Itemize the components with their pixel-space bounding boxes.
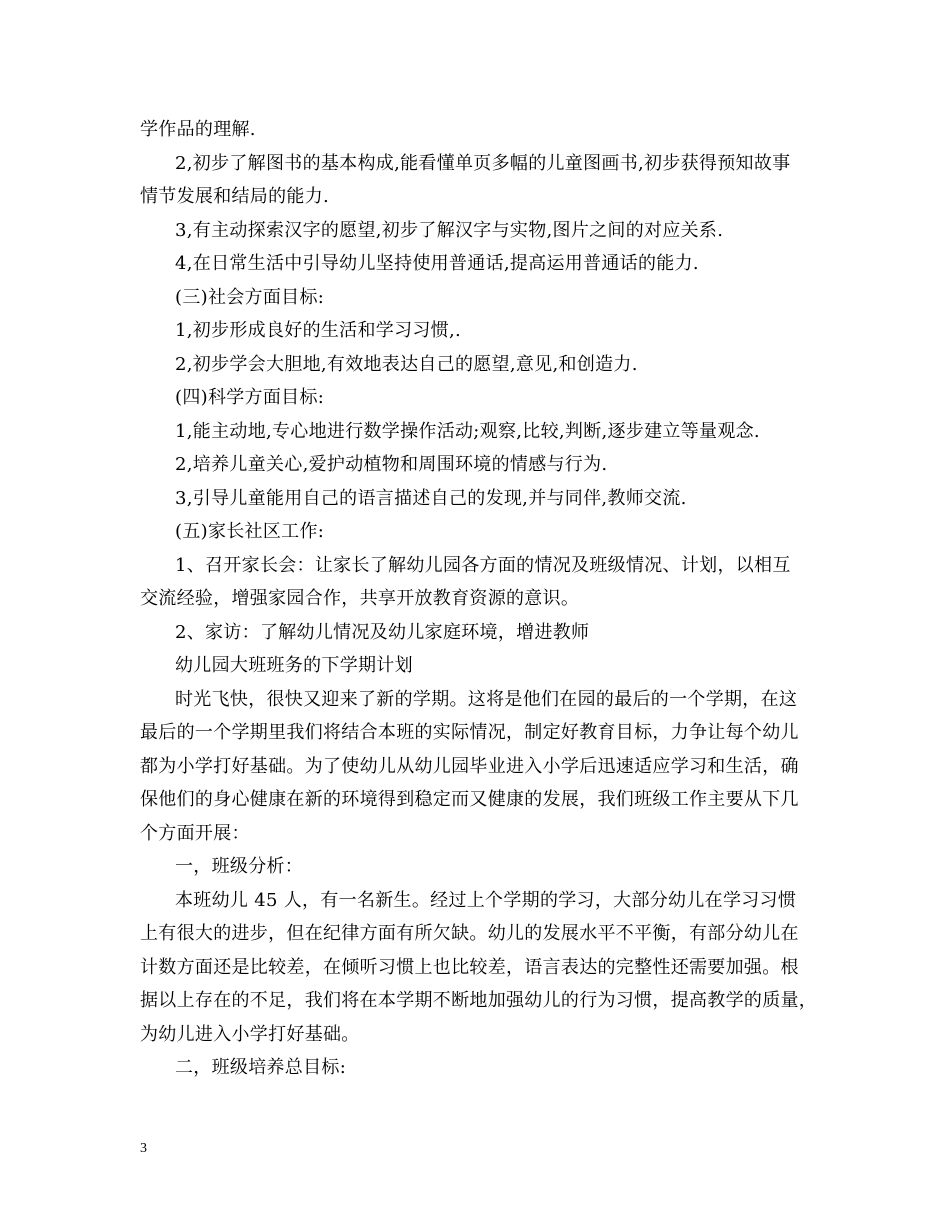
text-line: 2,初步了解图书的基本构成,能看懂单页多幅的儿童图画书,初步获得预知故事: [175, 153, 791, 174]
text-line: 上有很大的进步，但在纪律方面有所欠缺。幼儿的发展水平不平衡，有部分幼儿在: [140, 923, 799, 944]
text-line: (四)科学方面目标:: [175, 387, 325, 408]
text-line: (三)社会方面目标:: [175, 287, 325, 308]
text-line: 个方面开展：: [140, 823, 250, 844]
text-line: 都为小学打好基础。为了使幼儿从幼儿园毕业进入小学后迅速适应学习和生活，确: [140, 756, 799, 777]
text-line: 一，班级分析：: [175, 856, 304, 877]
text-line: 最后的一个学期里我们将结合本班的实际情况，制定好教育目标，力争让每个幼儿: [140, 722, 799, 743]
text-line: 1,能主动地,专心地进行数学操作活动;观察,比较,判断,逐步建立等量观念.: [175, 421, 760, 442]
text-line: 计数方面还是比较差，在倾听习惯上也比较差，语言表达的完整性还需要加强。根: [140, 957, 799, 978]
text-line: 本班幼儿 45 人，有一名新生。经过上个学期的学习，大部分幼儿在学习习惯: [175, 890, 797, 911]
text-line: (五)家长社区工作:: [175, 521, 325, 542]
text-line: 2、家访：了解幼儿情况及幼儿家庭环境，增进教师: [175, 622, 590, 643]
text-line: 2,初步学会大胆地,有效地表达自己的愿望,意见,和创造力.: [175, 354, 638, 375]
text-line: 幼儿园大班班务的下学期计划: [175, 655, 413, 676]
text-line: 4,在日常生活中引导幼儿坚持使用普通话,提高运用普通话的能力.: [175, 253, 699, 274]
text-line: 1,初步形成良好的生活和学习习惯,.: [175, 320, 462, 341]
page-number: 3: [140, 1141, 147, 1156]
text-line: 二，班级培养总目标:: [175, 1057, 347, 1078]
text-line: 3,引导儿童能用自己的语言描述自己的发现,并与同伴,教师交流.: [175, 488, 687, 509]
text-line: 交流经验，增强家园合作，共享开放教育资源的意识。: [140, 588, 580, 609]
text-line: 保他们的身心健康在新的环境得到稳定而又健康的发展，我们班级工作主要从下几: [140, 789, 799, 810]
text-line: 情节发展和结局的能力.: [140, 186, 330, 207]
text-line: 据以上存在的不足，我们将在本学期不断地加强幼儿的行为习惯，提高教学的质量，: [140, 990, 818, 1011]
text-line: 1、召开家长会：让家长了解幼儿园各方面的情况及班级情况、计划，以相互: [175, 555, 791, 576]
text-line: 学作品的理解.: [140, 119, 256, 140]
text-line: 3,有主动探索汉字的愿望,初步了解汉字与实物,图片之间的对应关系.: [175, 220, 724, 241]
text-line: 时光飞快，很快又迎来了新的学期。这将是他们在园的最后的一个学期，在这: [175, 689, 798, 710]
text-line: 为幼儿进入小学打好基础。: [140, 1024, 360, 1045]
text-line: 2,培养儿童关心,爱护动植物和周围环境的情感与行为.: [175, 454, 608, 475]
